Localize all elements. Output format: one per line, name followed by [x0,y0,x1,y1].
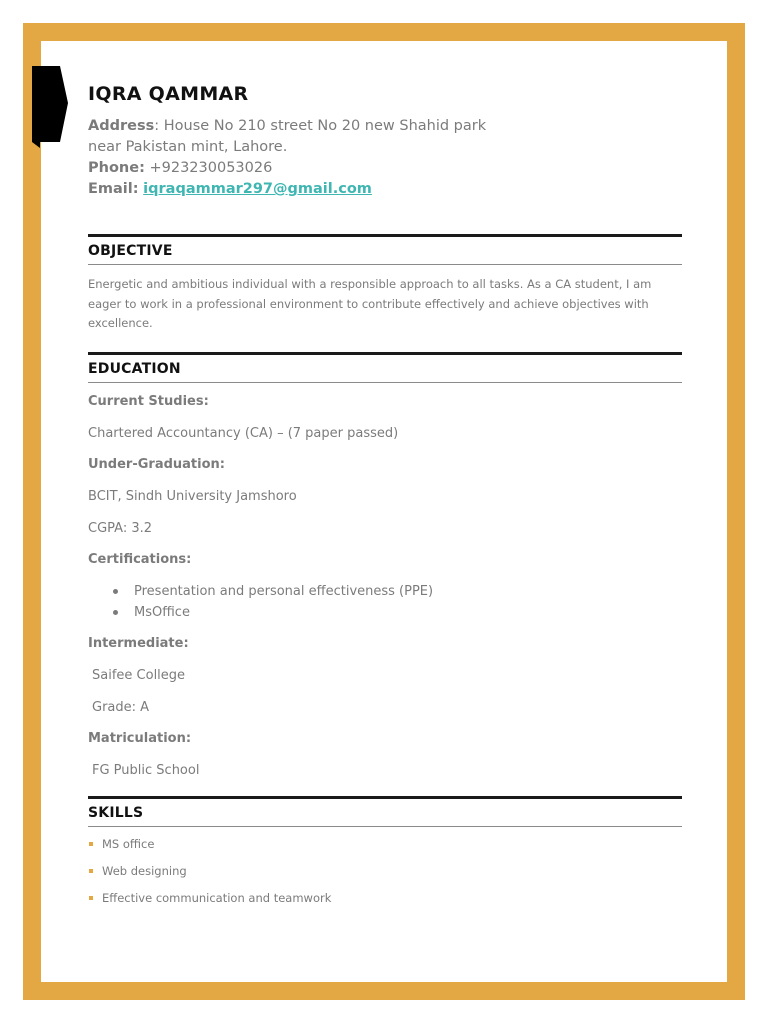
phone-label: Phone: [88,160,145,176]
list-item: Web designing [88,858,682,885]
header-tab-marker [32,66,68,148]
address-line-2: near Pakistan mint, Lahore. [88,139,288,155]
skills-heading: SKILLS [88,804,144,821]
candidate-name: IQRA QAMMAR [88,83,249,105]
matriculation-label: Matriculation: [88,730,192,746]
intermediate-grade: Grade: A [92,699,150,715]
address-line-1 [88,116,682,137]
address-value: : House No 210 street No 20 new Shahid park [154,118,487,134]
current-studies-value: Chartered Accountancy (CA) – (7 paper passed) [88,425,399,441]
certifications-label: Certifications: [88,551,192,567]
skills-heading-bar [88,796,682,827]
objective-heading: OBJECTIVE [88,243,173,259]
current-studies-label: Current Studies: [88,393,209,409]
cgpa-value: CGPA: 3.2 [88,520,153,536]
objective-text: Energetic and ambitious individual with a responsible approach to all tasks. As a CA student, I am eager to work in a professional environment to contribute effectively and achieve objectives with excellence. [88,277,652,330]
education-heading: EDUCATION [88,360,181,377]
address-label: Address [88,118,155,134]
skills-list [88,831,682,912]
email-label: Email: [88,181,139,197]
list-item: Effective communication and teamwork [88,885,682,912]
objective-heading-bar [88,234,682,265]
intermediate-value: Saifee College [92,667,186,683]
resume-content [88,80,682,912]
certifications-list [88,581,682,623]
list-item: MsOffice [88,602,682,623]
phone-line [88,158,682,179]
education-heading-bar [88,352,682,383]
under-graduation-label: Under-Graduation: [88,456,225,472]
email-link[interactable]: iqraqammar297@gmail.com [143,181,372,197]
email-line [88,179,682,200]
list-item: MS office [88,831,682,858]
list-item: Presentation and personal effectiveness (PPE) [88,581,682,602]
intermediate-label: Intermediate: [88,635,189,651]
matriculation-value: FG Public School [92,762,200,778]
under-graduation-value: BCIT, Sindh University Jamshoro [88,488,297,504]
contact-block [88,116,682,200]
phone-value: +923230053026 [144,160,273,176]
